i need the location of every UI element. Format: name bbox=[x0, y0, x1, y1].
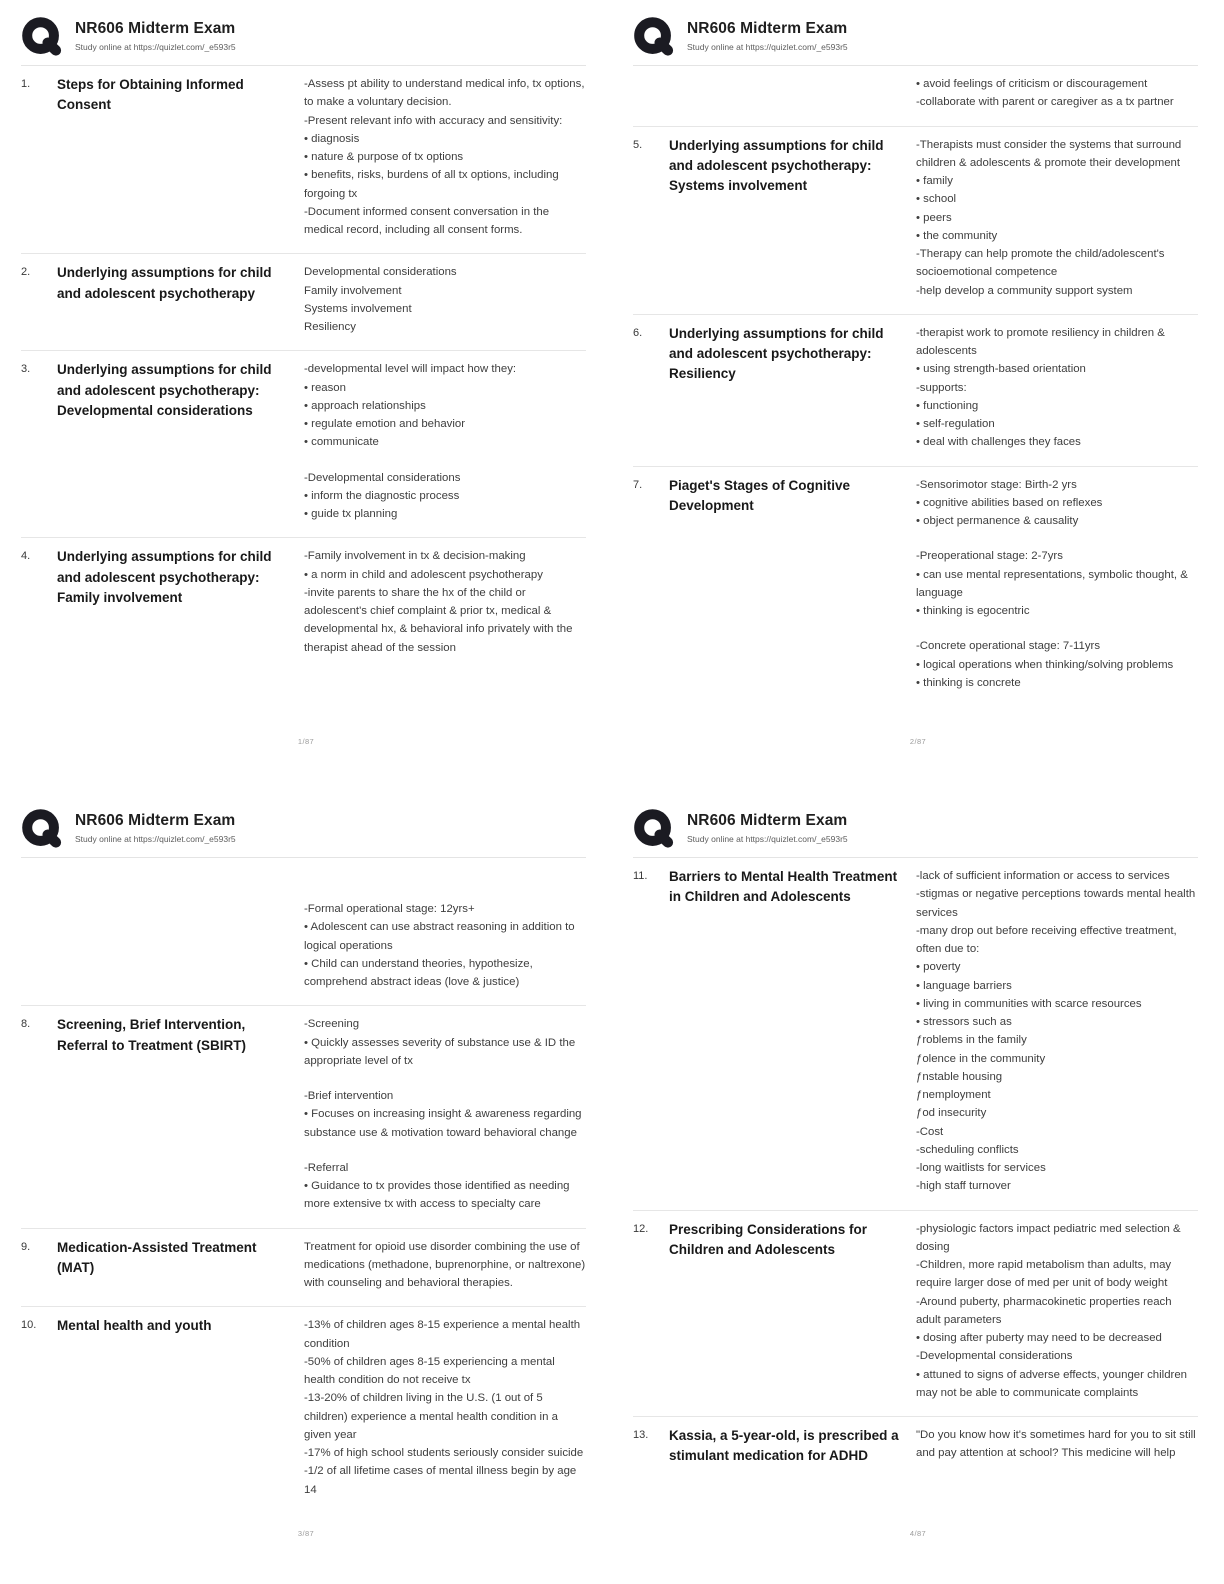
study-link: Study online at https://quizlet.com/_e593r5 bbox=[75, 42, 236, 52]
definition-line: -Present relevant info with accuracy and sensitivity: bbox=[304, 114, 563, 127]
definition-line: • regulate emotion and behavior bbox=[304, 418, 466, 430]
card-definition bbox=[916, 476, 1198, 693]
page-number: 3/87 bbox=[297, 1529, 315, 1538]
definition-line: • Adolescent can use abstract reasoning in addition to logical operations bbox=[304, 921, 575, 952]
definition-line: • nature & purpose of tx options bbox=[304, 151, 464, 163]
definition-line: • guide tx planning bbox=[304, 508, 398, 520]
card-number: 2. bbox=[21, 266, 31, 279]
definition-line: • avoid feelings of criticism or discouragement bbox=[916, 78, 1148, 90]
definition-line: • cognitive abilities based on reflexes bbox=[916, 496, 1103, 509]
flashcard-row bbox=[633, 314, 1198, 466]
card-definition bbox=[304, 1238, 586, 1293]
definition-line: -Assess pt ability to understand medical info, tx options, to make a voluntary decision. bbox=[304, 78, 585, 109]
card-term: Underlying assumptions for child and adolescent psychotherapy: Developmental considerations bbox=[57, 362, 272, 418]
definition-line bbox=[304, 452, 586, 469]
definition-line: -Cost bbox=[916, 1125, 944, 1138]
definition-line: ƒod insecurity bbox=[916, 1107, 987, 1120]
definition-line: • diagnosis bbox=[304, 132, 360, 145]
page-header bbox=[21, 16, 586, 66]
card-term: Mental health and youth bbox=[57, 1318, 212, 1334]
definition-line: -Screening bbox=[304, 1018, 360, 1031]
definition-line: -long waitlists for services bbox=[916, 1162, 1046, 1174]
definition-line: ƒroblems in the family bbox=[916, 1034, 1027, 1047]
card-number: 5. bbox=[633, 138, 643, 151]
card-term: Underlying assumptions for child and adolescent psychotherapy: Family involvement bbox=[57, 549, 272, 605]
card-number: 9. bbox=[21, 1240, 31, 1253]
flashcard-continuation-row bbox=[633, 66, 1198, 126]
quizlet-logo-icon bbox=[21, 16, 63, 58]
card-number: 10. bbox=[21, 1319, 37, 1332]
definition-line: -Children, more rapid metabolism than adults, may require larger dose of med per unit of body weight bbox=[916, 1259, 1172, 1290]
definition-line: -Concrete operational stage: 7-11yrs bbox=[916, 640, 1101, 653]
card-term bbox=[669, 75, 916, 112]
card-definition bbox=[304, 900, 586, 991]
definition-line: • reason bbox=[304, 381, 346, 394]
card-definition bbox=[304, 263, 586, 336]
card-number: 7. bbox=[633, 478, 643, 491]
flashcard-row bbox=[21, 1306, 586, 1513]
definition-line: • Quickly assesses severity of substance use & ID the appropriate level of tx bbox=[304, 1036, 576, 1067]
card-definition bbox=[916, 75, 1198, 112]
card-list bbox=[21, 858, 586, 1513]
definition-line: • a norm in child and adolescent psychotherapy bbox=[304, 568, 543, 581]
page-number: 4/87 bbox=[909, 1529, 927, 1538]
definition-line: -therapist work to promote resiliency in children & adolescents bbox=[916, 326, 1165, 357]
definition-line bbox=[916, 530, 1198, 547]
definition-line: -developmental level will impact how they: bbox=[304, 363, 517, 376]
card-number: 13. bbox=[633, 1429, 649, 1441]
header-text bbox=[75, 808, 236, 844]
definition-line: -Document informed consent conversation in the medical record, including all consent forms. bbox=[304, 205, 550, 236]
flashcard-row bbox=[21, 253, 586, 350]
definition-line: ƒolence in the community bbox=[916, 1052, 1046, 1065]
definition-line: Treatment for opioid use disorder combining the use of medications (methadone, buprenorphine, or naltrexone) with counseling and behavioral therapies. bbox=[304, 1240, 586, 1289]
card-number: 11. bbox=[633, 870, 648, 882]
definition-line: -Referral bbox=[304, 1161, 349, 1174]
definition-line: "Do you know how it's sometimes hard for you to sit still and pay attention at school? This medicine will help bbox=[916, 1429, 1196, 1460]
definition-line: -scheduling conflicts bbox=[916, 1143, 1019, 1156]
card-definition bbox=[916, 1220, 1198, 1403]
definition-line: • Focuses on increasing insight & awareness regarding substance use & motivation toward behavioral change bbox=[304, 1108, 582, 1139]
flashcard-row bbox=[21, 1005, 586, 1227]
card-number: 3. bbox=[21, 363, 31, 376]
definition-line: -Family involvement in tx & decision-making bbox=[304, 550, 526, 563]
definition-line: • stressors such as bbox=[916, 1016, 1012, 1028]
definition-line: -17% of high school students seriously consider suicide bbox=[304, 1447, 584, 1459]
page-2 bbox=[612, 0, 1224, 792]
definition-line: -collaborate with parent or caregiver as a tx partner bbox=[916, 96, 1174, 109]
definition-line: • attuned to signs of adverse effects, younger children may not be able to communicate complaints bbox=[916, 1368, 1187, 1399]
definition-line: • poverty bbox=[916, 961, 961, 974]
set-title: NR606 Midterm Exam bbox=[687, 20, 848, 37]
definition-line: • approach relationships bbox=[304, 399, 426, 412]
definition-line bbox=[916, 620, 1198, 637]
card-definition bbox=[304, 547, 586, 657]
card-definition bbox=[304, 360, 586, 523]
definition-line bbox=[304, 1142, 586, 1159]
page-number: 1/87 bbox=[297, 737, 315, 746]
card-definition bbox=[304, 75, 586, 239]
definition-line: • inform the diagnostic process bbox=[304, 489, 460, 502]
definition-line: -Preoperational stage: 2-7yrs bbox=[916, 550, 1063, 563]
quizlet-logo-icon bbox=[21, 808, 63, 850]
definition-line: Systems involvement bbox=[304, 302, 412, 315]
card-definition bbox=[304, 1316, 586, 1499]
definition-line: • language barriers bbox=[916, 979, 1012, 992]
definition-line: -Developmental considerations bbox=[916, 1350, 1073, 1363]
card-term: Piaget's Stages of Cognitive Development bbox=[669, 477, 850, 513]
definition-line: -1/2 of all lifetime cases of mental illness begin by age 14 bbox=[304, 1465, 577, 1496]
flashcard-row bbox=[21, 350, 586, 537]
flashcard-row bbox=[21, 66, 586, 253]
page-header bbox=[633, 808, 1198, 858]
definition-line: -invite parents to share the hx of the child or adolescent's chief complaint & prior tx, medical & developmental hx, & behavioral info privately with the therapist ahead of the session bbox=[304, 586, 573, 654]
definition-line: • using strength-based orientation bbox=[916, 363, 1086, 376]
card-term: Underlying assumptions for child and adolescent psychotherapy: Systems involvement bbox=[669, 137, 884, 193]
study-link: Study online at https://quizlet.com/_e593r5 bbox=[687, 834, 848, 844]
definition-line: -Therapy can help promote the child/adolescent's socioemotional competence bbox=[916, 248, 1165, 279]
definition-line: • communicate bbox=[304, 436, 379, 449]
card-term: Medication-Assisted Treatment (MAT) bbox=[57, 1239, 257, 1275]
card-term: Underlying assumptions for child and adolescent psychotherapy: Resiliency bbox=[669, 325, 884, 382]
definition-line: • thinking is egocentric bbox=[916, 605, 1030, 617]
header-text bbox=[75, 16, 236, 52]
definition-line: • can use mental representations, symbolic thought, & language bbox=[916, 568, 1188, 599]
card-definition bbox=[916, 136, 1198, 300]
flashcard-row bbox=[633, 858, 1198, 1210]
set-title: NR606 Midterm Exam bbox=[75, 20, 236, 37]
definition-line: • functioning bbox=[916, 399, 979, 412]
definition-line: • thinking is concrete bbox=[916, 676, 1021, 689]
set-title: NR606 Midterm Exam bbox=[75, 812, 236, 829]
card-definition bbox=[916, 1426, 1198, 1467]
definition-line: -lack of sufficient information or access to services bbox=[916, 870, 1170, 882]
header-text bbox=[687, 808, 848, 844]
definition-line: -physiologic factors impact pediatric med selection & dosing bbox=[916, 1222, 1181, 1253]
definition-line: -50% of children ages 8-15 experiencing a mental health condition do not receive tx bbox=[304, 1355, 555, 1386]
definition-line: ƒnemployment bbox=[916, 1089, 991, 1101]
card-number: 6. bbox=[633, 326, 643, 339]
quizlet-logo-icon bbox=[633, 808, 675, 850]
definition-line: • school bbox=[916, 193, 957, 206]
definition-line: • object permanence & causality bbox=[916, 515, 1079, 527]
set-title: NR606 Midterm Exam bbox=[687, 812, 848, 829]
header-text bbox=[687, 16, 848, 52]
card-number bbox=[21, 900, 57, 991]
definition-line: • deal with challenges they faces bbox=[916, 436, 1081, 449]
definition-line: -Brief intervention bbox=[304, 1090, 394, 1102]
card-term: Barriers to Mental Health Treatment in Children and Adolescents bbox=[669, 869, 898, 905]
flashcard-row bbox=[21, 1228, 586, 1307]
definition-line: Family involvement bbox=[304, 284, 402, 297]
definition-line: • living in communities with scarce resources bbox=[916, 997, 1142, 1010]
page-4 bbox=[612, 792, 1224, 1584]
card-term: Prescribing Considerations for Children and Adolescents bbox=[669, 1221, 868, 1257]
definition-line: • peers bbox=[916, 211, 952, 224]
flashcard-continuation-row bbox=[21, 858, 586, 1005]
card-term: Underlying assumptions for child and adolescent psychotherapy bbox=[57, 265, 272, 301]
card-list bbox=[633, 858, 1198, 1481]
card-number bbox=[633, 75, 669, 112]
page-1 bbox=[0, 0, 612, 792]
card-term: Steps for Obtaining Informed Consent bbox=[57, 77, 244, 113]
definition-line: • Child can understand theories, hypothesize, comprehend abstract ideas (love & justice) bbox=[304, 957, 533, 988]
card-list bbox=[21, 66, 586, 671]
definition-line: -help develop a community support system bbox=[916, 284, 1133, 297]
card-definition bbox=[304, 1015, 586, 1213]
card-term bbox=[57, 900, 304, 991]
definition-line: -Around puberty, pharmacokinetic properties reach adult parameters bbox=[916, 1295, 1172, 1326]
quizlet-logo-icon bbox=[633, 16, 675, 58]
study-link: Study online at https://quizlet.com/_e593r5 bbox=[687, 42, 848, 52]
card-list bbox=[633, 66, 1198, 706]
definition-line: -Sensorimotor stage: Birth-2 yrs bbox=[916, 478, 1077, 491]
definition-line: • benefits, risks, burdens of all tx options, including forgoing tx bbox=[304, 169, 559, 200]
card-term: Screening, Brief Intervention, Referral to Treatment (SBIRT) bbox=[57, 1017, 247, 1053]
definition-line: • Guidance to tx provides those identified as needing more extensive tx with access to specialty care bbox=[304, 1180, 570, 1211]
flashcard-row bbox=[633, 466, 1198, 707]
card-number: 4. bbox=[21, 550, 31, 563]
definition-line: -13% of children ages 8-15 experience a mental health condition bbox=[304, 1319, 581, 1350]
definition-line: -high staff turnover bbox=[916, 1180, 1011, 1193]
flashcard-row bbox=[633, 1210, 1198, 1417]
definition-line bbox=[304, 1070, 586, 1087]
definition-line: • self-regulation bbox=[916, 418, 995, 430]
page-header bbox=[633, 16, 1198, 66]
card-number: 8. bbox=[21, 1018, 31, 1031]
study-link: Study online at https://quizlet.com/_e593r5 bbox=[75, 834, 236, 844]
definition-line: • the community bbox=[916, 229, 998, 242]
definition-line: • family bbox=[916, 175, 953, 187]
definition-line: -13-20% of children living in the U.S. (1 out of 5 children) experience a mental health condition in a given year bbox=[304, 1392, 558, 1441]
definition-line: -Therapists must consider the systems that surround children & adolescents & promote their development bbox=[916, 138, 1182, 169]
definition-line: Developmental considerations bbox=[304, 266, 457, 279]
card-definition bbox=[916, 867, 1198, 1196]
definition-line: • logical operations when thinking/solving problems bbox=[916, 658, 1174, 671]
card-number: 1. bbox=[21, 78, 31, 90]
flashcard-row bbox=[633, 126, 1198, 314]
definition-line: -many drop out before receiving effective treatment, often due to: bbox=[916, 924, 1177, 955]
definition-line: -stigmas or negative perceptions towards mental health services bbox=[916, 888, 1196, 919]
page-header bbox=[21, 808, 586, 858]
card-term: Kassia, a 5-year-old, is prescribed a stimulant medication for ADHD bbox=[669, 1428, 899, 1464]
flashcard-row bbox=[633, 1416, 1198, 1481]
card-number: 12. bbox=[633, 1222, 649, 1235]
definition-line: • dosing after puberty may need to be decreased bbox=[916, 1332, 1162, 1344]
flashcard-row bbox=[21, 537, 586, 671]
definition-line: -Developmental considerations bbox=[304, 471, 461, 484]
page-3 bbox=[0, 792, 612, 1584]
definition-line: -Formal operational stage: 12yrs+ bbox=[304, 903, 475, 915]
definition-line: -supports: bbox=[916, 381, 967, 394]
definition-line: ƒnstable housing bbox=[916, 1070, 1003, 1083]
definition-line: Resiliency bbox=[304, 321, 356, 333]
page-number: 2/87 bbox=[909, 737, 927, 746]
card-definition bbox=[916, 324, 1198, 452]
